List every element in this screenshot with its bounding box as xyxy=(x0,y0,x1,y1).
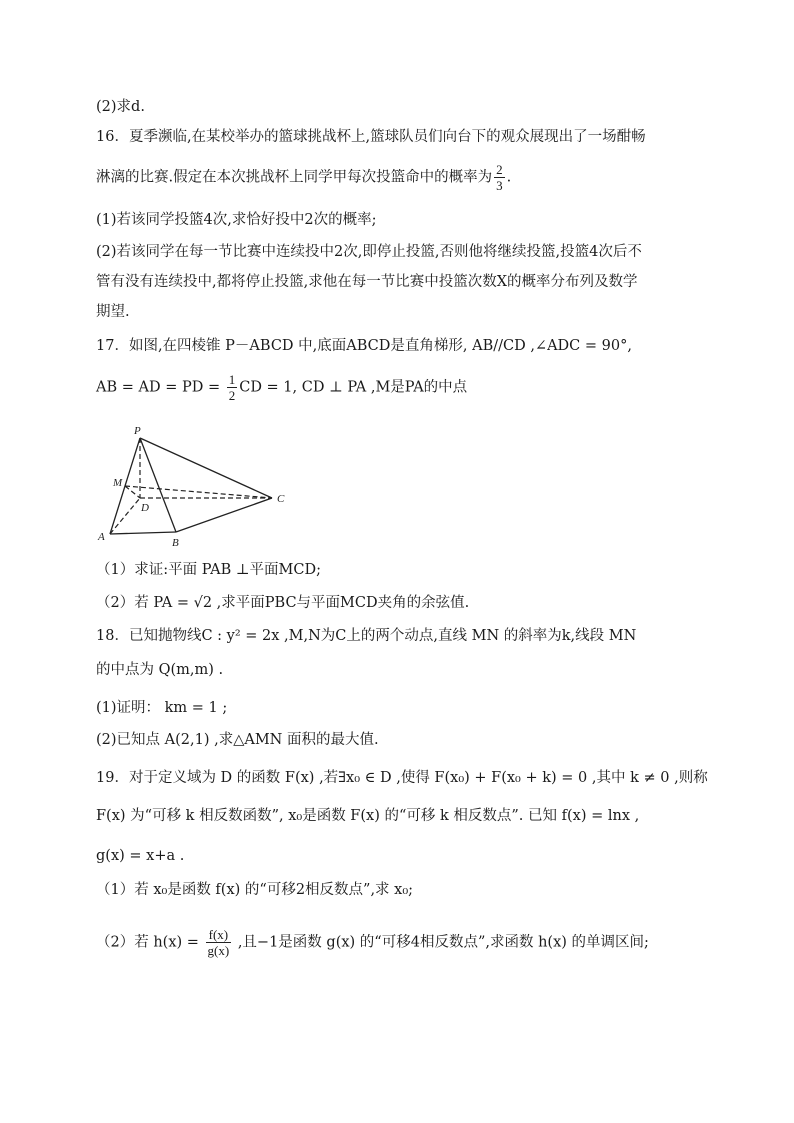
edge-BC xyxy=(176,498,272,532)
q19-stem-line2: F(x) 为“可移 k 相反数函数”, x₀是函数 F(x) 的“可移 k 相反数点”. 已知 f(x) = lnx , xyxy=(96,808,640,824)
q17-stem-line2 xyxy=(96,372,467,403)
q16-part2-line3: 期望. xyxy=(96,304,130,320)
q18-part1: (1)证明： km = 1 ; xyxy=(96,700,228,716)
fraction-denominator: g(x) xyxy=(207,943,230,958)
q17-part2: （2）若 PA = √2 ,求平面PBC与平面MCD夹角的余弦值. xyxy=(96,595,470,611)
q16-stem-line2 xyxy=(96,162,511,193)
q16-stem-end: . xyxy=(506,169,512,186)
edge-AB xyxy=(110,532,176,534)
label-P: P xyxy=(134,425,141,437)
q17-equality-right: CD = 1, CD ⊥ PA ,M是PA的中点 xyxy=(239,379,468,396)
q18-stem-line2: 的中点为 Q(m,m) . xyxy=(96,662,224,678)
probability-fraction xyxy=(494,162,505,193)
q19-part2 xyxy=(96,927,649,958)
q17-equality-left: AB = AD = PD = xyxy=(96,379,225,396)
q16-stem-text: 淋漓的比赛.假定在本次挑战杯上同学甲每次投篮命中的概率为 xyxy=(96,169,493,186)
q16-stem-line1: 16．夏季濒临,在某校举办的篮球挑战杯上,篮球队员们向台下的观众展现出了一场酣畅 xyxy=(96,129,646,145)
label-A: A xyxy=(98,531,105,543)
fraction-numerator: 2 xyxy=(496,162,503,177)
q19-stem-line3: g(x) = x+a . xyxy=(96,848,185,864)
pyramid-diagram xyxy=(96,422,296,550)
q16-part2-line2: 管有没有连续投中,都将停止投篮,求他在每一节比赛中投篮次数X的概率分布列及数学 xyxy=(96,274,638,290)
label-D: D xyxy=(141,502,149,514)
edge-AD xyxy=(110,498,140,534)
q17-part1: （1）求证:平面 PAB ⊥平面MCD; xyxy=(96,562,321,578)
label-C: C xyxy=(277,493,285,505)
q15-part2: (2)求d. xyxy=(96,99,145,115)
label-M: M xyxy=(113,477,123,489)
q16-part1: (1)若该同学投篮4次,求恰好投中2次的概率; xyxy=(96,212,377,228)
fraction-denominator: 3 xyxy=(496,178,503,193)
label-B: B xyxy=(172,537,179,549)
fraction-numerator: f(x) xyxy=(206,927,232,943)
segment-MD xyxy=(125,486,140,498)
fraction-denominator: 2 xyxy=(228,388,236,403)
q19-part2-rest: ,且−1是函数 g(x) 的“可移4相反数点”,求函数 h(x) 的单调区间; xyxy=(233,934,649,951)
q17-stem-line1: 17．如图,在四棱锥 P－ABCD 中,底面ABCD是直角梯形, AB//CD ,∠ADC = 90°, xyxy=(96,338,632,354)
q19-part1: （1）若 x₀是函数 f(x) 的“可移2相反数点”,求 x₀; xyxy=(96,882,414,898)
fraction-numerator: 1 xyxy=(228,372,236,387)
h-fraction xyxy=(206,927,232,958)
half-fraction xyxy=(227,372,238,403)
q19-stem-line1: 19．对于定义域为 D 的函数 F(x) ,若∃x₀ ∈ D ,使得 F(x₀) + F(x₀ + k) = 0 ,其中 k ≠ 0 ,则称 xyxy=(96,770,708,786)
q18-part2: (2)已知点 A(2,1) ,求△AMN 面积的最大值. xyxy=(96,732,379,748)
q18-stem-line1: 18．已知抛物线C : y² = 2x ,M,N为C上的两个动点,直线 MN 的斜率为k,线段 MN xyxy=(96,628,637,644)
q16-part2-line1: (2)若该同学在每一节比赛中连续投中2次,即停止投篮,否则他将继续投篮,投篮4次后不 xyxy=(96,244,642,260)
pyramid-figure xyxy=(96,422,296,550)
q19-part2-lead: （2）若 h(x) = xyxy=(96,934,204,951)
